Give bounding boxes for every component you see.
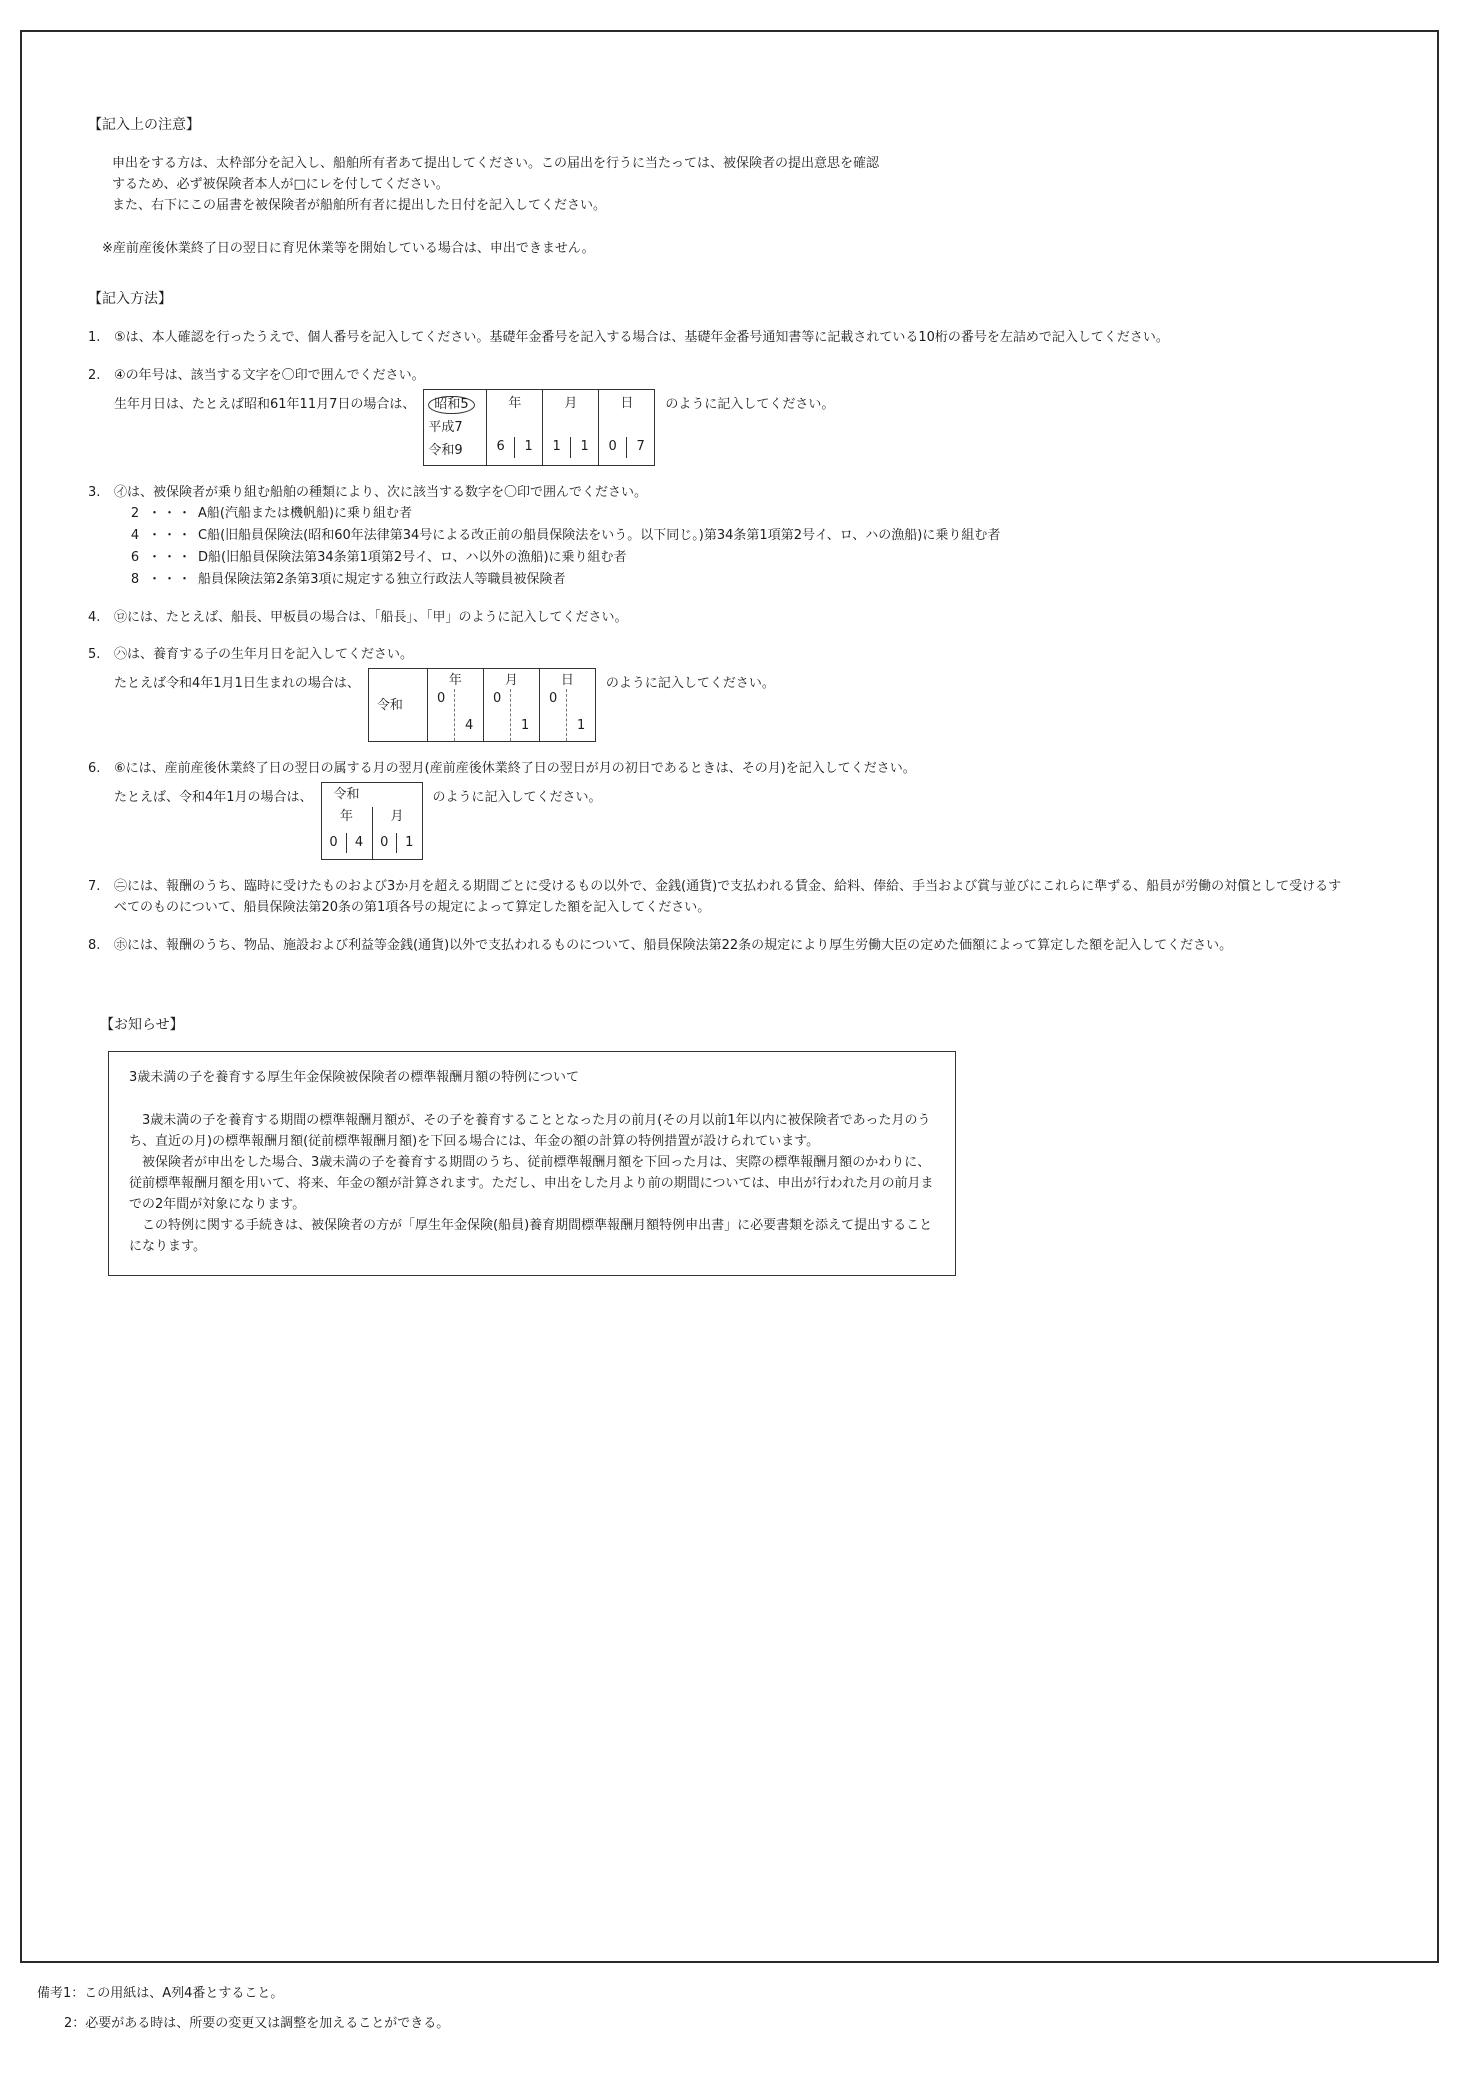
option-text: C船(旧船員保険法(昭和60年法律第34号による改正前の船員保険法をいう。以下同じ。)第34条第1項第2号イ、ロ、ハの漁船)に乗り組む者 xyxy=(198,528,1001,544)
child-birth-example-box xyxy=(368,668,596,742)
example-prefix: たとえば令和4年1月1日生まれの場合は、 xyxy=(114,676,360,692)
digit-cell: 0 xyxy=(322,833,347,854)
digit-cell: 4 xyxy=(354,834,364,850)
option-text: D船(旧船員保険法第34条第1項第2号イ、ロ、ハ以外の漁船)に乗り組む者 xyxy=(198,549,627,565)
example-prefix: たとえば、令和4年1月の場合は、 xyxy=(114,789,313,805)
ship-option-2 xyxy=(122,526,1345,547)
caution-title: 【記入上の注意】 xyxy=(88,117,200,133)
example-suffix: のように記入してください。 xyxy=(432,789,602,805)
notice-section xyxy=(88,1014,1345,1276)
day-pair xyxy=(539,669,595,741)
method-item-1 xyxy=(88,328,1345,349)
digit-cell: 7 xyxy=(636,439,645,455)
option-text: A船(汽船または機帆船)に乗り組む者 xyxy=(198,506,413,522)
caution-line-2: するため、必ず被保険者本人が□にレを付してください。 xyxy=(112,177,449,193)
birth-date-example-row xyxy=(114,389,1345,466)
year-digits xyxy=(487,434,542,462)
example-suffix: のように記入してください。 xyxy=(665,396,835,412)
item-text: ⑤は、本人確認を行ったうえで、個人番号を記入してください。基礎年金番号を記入する場合は、基礎年金番号通知書等に記載されている10桁の番号を左詰めで記入してください。 xyxy=(114,329,1169,345)
item-number: 1. xyxy=(88,329,101,345)
month-label: 月 xyxy=(390,808,404,824)
option-number: 8 xyxy=(130,571,140,587)
digit-cell: 1 xyxy=(576,718,586,734)
digit-cell: 0 xyxy=(540,689,568,741)
circled-era-showa: 昭和5 xyxy=(428,396,474,414)
day-digits xyxy=(599,434,654,462)
month-pair xyxy=(542,390,598,465)
year-digits xyxy=(428,689,483,741)
era-heisei: 平成7 xyxy=(428,419,463,435)
ship-option-3 xyxy=(122,548,1345,569)
era-column xyxy=(424,390,486,465)
item-number: 4. xyxy=(88,609,101,625)
month-example-box xyxy=(321,782,423,860)
year-pair xyxy=(486,390,542,465)
era-reiwa: 令和9 xyxy=(428,442,463,458)
caution-note: ※産前産後休業終了日の翌日に育児休業等を開始している場合は、申出できません。 xyxy=(102,240,595,256)
method-item-2 xyxy=(88,366,1345,466)
method-item-3 xyxy=(88,483,1345,591)
digit-cell: 0 xyxy=(484,689,512,741)
item-text: ⑥には、産前産後休業終了日の翌日の属する月の翌月(産前産後休業終了日の翌日が月の初日であるときは、その月)を記入してください。 xyxy=(114,761,916,777)
item-number: 5. xyxy=(88,647,101,663)
option-number: 4 xyxy=(130,528,140,544)
method-item-7 xyxy=(88,877,1345,919)
option-text: 船員保険法第2条第3項に規定する独立行政法人等職員被保険者 xyxy=(198,571,566,587)
day-pair xyxy=(598,390,654,465)
year-pair xyxy=(427,669,483,741)
month-example-row xyxy=(114,782,1345,860)
digit-cell: 4 xyxy=(464,718,474,734)
month-pair xyxy=(372,807,422,859)
option-number: 6 xyxy=(130,549,140,565)
month-digits xyxy=(373,827,422,859)
notice-paragraph-1: 3歳未満の子を養育する期間の標準報酬月額が、その子を養育することとなった月の前月(その月以前1年以内に被保険者であった月のうち、直近の月)の標準報酬月額(従前標準報酬月額)を下回る場合には、年金の額の計算の特例措置が設けられています。 xyxy=(129,1112,931,1149)
notice-paragraph-3: この特例に関する手続きは、被保険者の方が「厚生年金保険(船員)養育期間標準報酬月額特例申出書」に必要書類を添えて提出することになります。 xyxy=(129,1217,933,1254)
item-text: ㋑は、被保険者が乗り組む船舶の種類により、次に該当する数字を〇印で囲んでください。 xyxy=(114,484,648,500)
digit-cell: 1 xyxy=(405,834,414,850)
digit-cell: 0 xyxy=(428,689,456,741)
notice-title: 【お知らせ】 xyxy=(100,1017,184,1034)
method-title: 【記入方法】 xyxy=(88,290,172,307)
item-number: 7. xyxy=(88,878,101,894)
option-number: 2 xyxy=(130,506,140,522)
year-pair xyxy=(322,807,372,859)
digit-cell: 1 xyxy=(520,718,530,734)
method-item-4 xyxy=(88,608,1345,629)
month-grid xyxy=(322,807,422,859)
item-content xyxy=(114,645,1345,742)
item-text: ㋩は、養育する子の生年月日を記入してください。 xyxy=(114,647,414,663)
method-item-6 xyxy=(88,759,1345,860)
ship-option-4 xyxy=(122,570,1345,591)
option-dots: ・・・ xyxy=(148,506,194,522)
caution-line-3: また、右下にこの届書を被保険者が船舶所有者に提出した日付を記入してください。 xyxy=(112,197,607,213)
digit-cell: 6 xyxy=(487,437,515,458)
notice-paragraph-2: 被保険者が申出をした場合、3歳未満の子を養育する期間のうち、従前標準報酬月額を下回った月は、実際の標準報酬月額のかわりに、従前標準報酬月額を用いて、将来、年金の額が計算されます。ただし、申出をした月より前の期間については、申出が行われた月の前月までの2年間が対象になります。 xyxy=(129,1154,934,1212)
notice-box-title: 3歳未満の子を養育する厚生年金保険被保険者の標準報酬月額の特例について xyxy=(129,1069,580,1085)
child-birth-example-row xyxy=(114,668,1345,742)
caution-line-1: 申出をする方は、太枠部分を記入し、船舶所有者あて提出してください。この届出を行うに当たっては、被保険者の提出意思を確認 xyxy=(112,156,880,172)
month-label: 月 xyxy=(564,395,578,411)
option-dots: ・・・ xyxy=(148,528,194,544)
page-border-frame xyxy=(20,30,1439,1963)
ship-option-1 xyxy=(122,504,1345,525)
year-digits xyxy=(322,827,372,859)
notice-box xyxy=(108,1051,956,1276)
digit-cell: 1 xyxy=(580,439,589,455)
digit-cell: 1 xyxy=(524,439,533,455)
year-label: 年 xyxy=(448,673,462,689)
month-digits xyxy=(484,689,539,741)
day-label: 日 xyxy=(560,673,574,689)
example-prefix: 生年月日は、たとえば昭和61年11月7日の場合は、 xyxy=(114,396,416,412)
day-digits xyxy=(540,689,595,741)
era-column xyxy=(369,669,427,741)
item-content xyxy=(114,483,1345,591)
month-pair xyxy=(483,669,539,741)
item-content xyxy=(114,366,1345,466)
year-label: 年 xyxy=(508,395,522,411)
caution-paragraph xyxy=(112,154,1345,216)
era-reiwa: 令和 xyxy=(333,786,360,802)
footer-note-1: 備考1：この用紙は、A列4番とすること。 xyxy=(37,1986,284,2001)
method-item-5 xyxy=(88,645,1345,742)
footer-note-2: 2：必要がある時は、所要の変更又は調整を加えることができる。 xyxy=(64,2016,450,2031)
digit-cell: 0 xyxy=(599,437,627,458)
item-text: ㋥には、報酬のうち、臨時に受けたものおよび3か月を超える期間ごとに受けるもの以外で、金銭(通貨)で支払われる賃金、給料、俸給、手当および賞与並びにこれらに準ずる、船員が労働の対償として受けるすべてのものについて、船員保険法第20条の第1項各号の規定によって算定した額を記入してください。 xyxy=(114,878,1342,915)
option-dots: ・・・ xyxy=(148,571,194,587)
item-text: ㋺には、たとえば、船長、甲板員の場合は、「船長」、「甲」のように記入してください。 xyxy=(114,609,628,625)
month-digits xyxy=(543,434,598,462)
day-label: 日 xyxy=(620,395,634,411)
era-reiwa: 令和 xyxy=(376,697,403,713)
example-suffix: のように記入してください。 xyxy=(605,676,775,692)
year-label: 年 xyxy=(340,808,354,824)
item-text: ④の年号は、該当する文字を〇印で囲んでください。 xyxy=(114,367,425,383)
item-number: 2. xyxy=(88,367,101,383)
item-number: 6. xyxy=(88,761,101,777)
method-item-8 xyxy=(88,936,1345,957)
item-number: 8. xyxy=(88,937,101,953)
digit-cell: 1 xyxy=(543,437,571,458)
option-dots: ・・・ xyxy=(148,549,194,565)
item-content xyxy=(114,759,1345,860)
era-showa xyxy=(428,393,486,416)
month-label: 月 xyxy=(504,673,518,689)
birth-date-example-box xyxy=(423,389,655,466)
item-text: ㋭には、報酬のうち、物品、施設および利益等金銭(通貨)以外で支払われるものについて、船員保険法第22条の規定により厚生労働大臣の定めた価額によって算定した額を記入してください。 xyxy=(114,937,1233,953)
digit-cell: 0 xyxy=(373,833,398,854)
item-number: 3. xyxy=(88,484,101,500)
